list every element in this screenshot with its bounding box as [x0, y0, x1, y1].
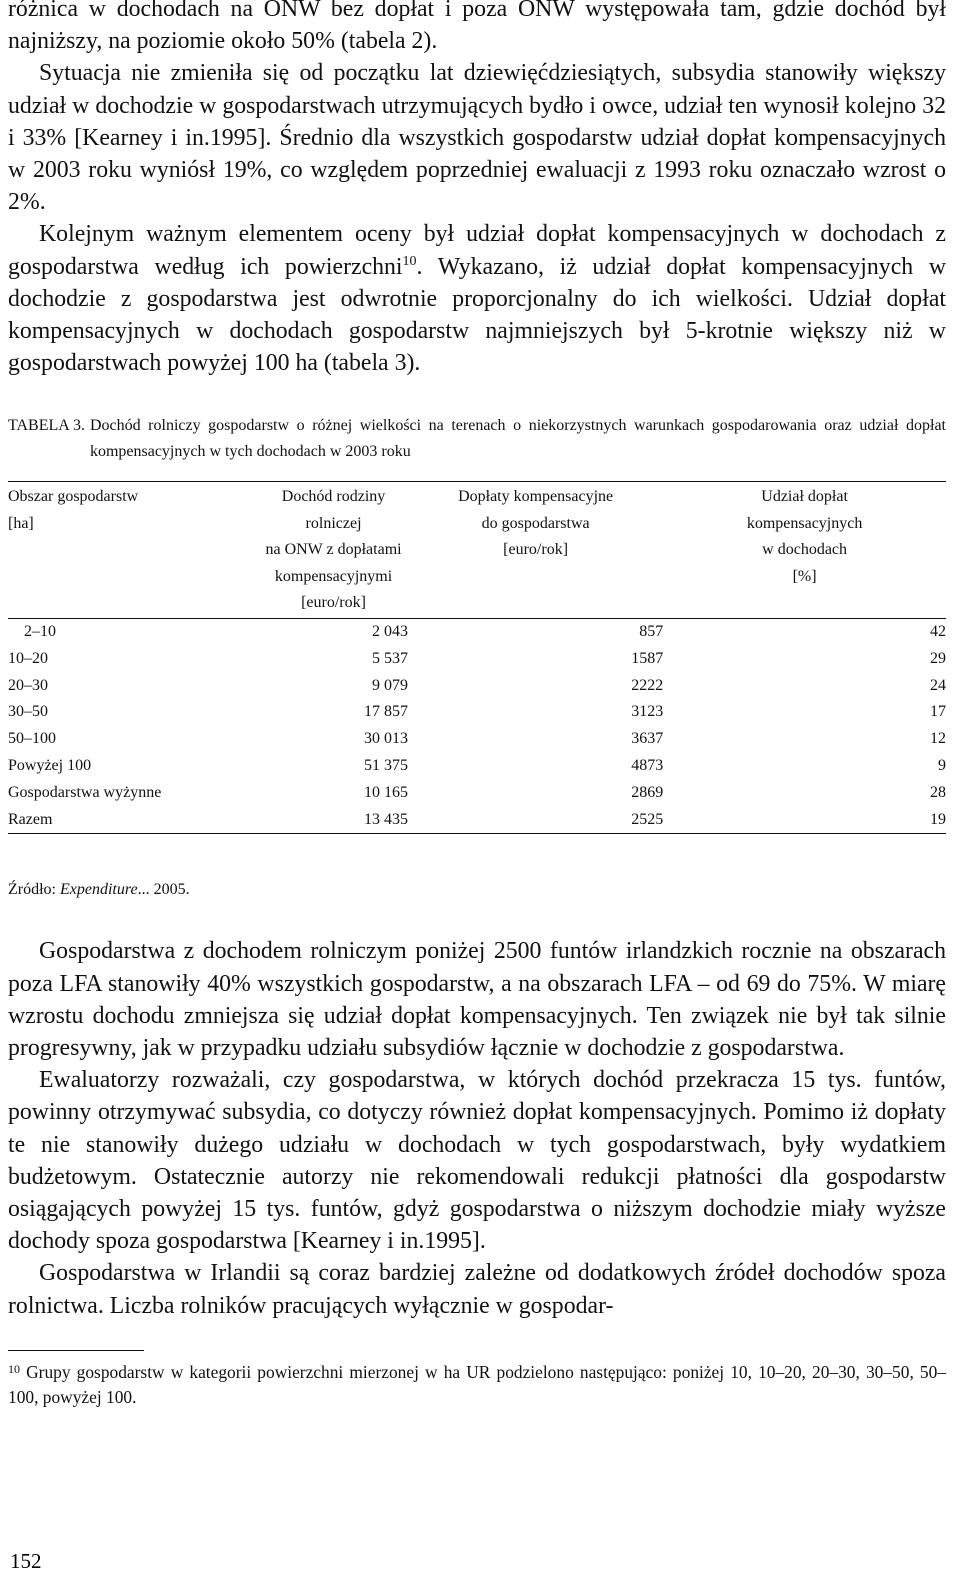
table-row: [8, 618, 946, 645]
paragraph: Ewaluatorzy rozważali, czy gospodarstwa, w których dochód przekracza 15 tys. funtów, powinny otrzymywać subsydia, co dotyczy również dopłat kompensacyjnych. Pomimo iż dopłaty te nie stanowiły dużego udziału w dochodach w tych gospodarstwach, były wydatkiem budżetowym. Ostatecznie autorzy nie rekomendowali redukcji płatności dla gospodarstw osiągających powyżej 15 tys. funtów, gdyż gospodarstwa o niższym dochodzie miały wyższe dochody spoza gospodarstwa [Kearney i in.1995].: [8, 1067, 946, 1255]
cell-area: 50–100: [8, 730, 56, 748]
cell-share: 19: [663, 807, 946, 834]
header-line: [ha]: [8, 514, 34, 532]
paragraph-text: Kolejnym ważnym elementem oceny był udział dopłat kompensacyjnych w dochodach z gospodarstwa według ich powierzchni: [8, 221, 946, 280]
table-row: [8, 726, 946, 753]
cell-income: 2 043: [372, 622, 409, 640]
table-row: [8, 699, 946, 726]
cell-share: 12: [930, 730, 946, 748]
paragraph: Gospodarstwa z dochodem rolniczym poniżej 2500 funtów irlandzkich rocznie na obszarach poza LFA stanowiły 40% wszystkich gospodarstw, a na obszarach LFA – od 69 do 75%. W miarę wzrostu dochodu zmniejsza się udział dopłat kompensacyjnych. Ten związek nie był tak silnie progresywny, jak w przypadku udziału subsydiów łącznie w dochodzie z gospodarstwa.: [8, 938, 946, 1061]
paragraph-text: . Wykazano, iż udział dopłat kompensacyjnych w dochodzie z gospodarstwa jest odwrotnie proporcjonalny do ich wielkości. Udział dopłat kompensacyjnych w dochodach gospodarstw najmniejszych był 5-krotnie większy niż w gospodarstwach powyżej 100 ha (tabela 3).: [8, 253, 947, 377]
header-line: kompensacyjnymi: [274, 567, 393, 585]
cell-share: 28: [930, 783, 946, 801]
table-row: [8, 807, 946, 834]
table-row: [8, 673, 946, 700]
page-number: 152: [10, 1549, 42, 1573]
paragraph-with-footnote: [8, 218, 946, 379]
footnote-reference: 10: [402, 253, 417, 269]
header-line: Udział dopłat: [761, 488, 848, 506]
cell-area: 30–50: [8, 703, 48, 721]
cell-area: 10–20: [8, 649, 48, 667]
footnote-rule: [8, 1350, 144, 1351]
table-source: [8, 878, 946, 902]
paragraph: Sytuacja nie zmieniła się od początku lat dziewięćdziesiątych, subsydia stanowiły większy udział w dochodzie w gospodarstwach utrzymujących bydło i owce, udział ten wynosił kolejno 32 i 33% [Kearney i in.1995]. Średnio dla wszystkich gospodarstw udział dopłat kompensacyjnych w 2003 roku wyniósł 19%, co względem poprzedniej ewaluacji z 1993 roku oznaczało wzrost o 2%.: [8, 60, 946, 216]
cell-area: Powyżej 100: [8, 756, 92, 774]
header-line: [euro/rok]: [503, 541, 569, 559]
header-line: kompensacyjnych: [746, 514, 863, 532]
header-payments: [408, 482, 663, 619]
cell-area: Gospodarstwa wyżynne: [8, 783, 162, 801]
cell-payments: 2222: [631, 676, 664, 694]
body-text-bottom: [8, 935, 946, 1321]
cell-payments: 1587: [631, 649, 664, 667]
source-suffix: ... 2005.: [137, 881, 190, 899]
header-line: w dochodach: [762, 541, 848, 559]
header-line: do gospodarstwa: [481, 514, 590, 532]
cell-income: 51 375: [364, 756, 409, 774]
header-share: [663, 482, 946, 619]
data-table: [8, 481, 946, 834]
header-line: Dopłaty kompensacyjne: [458, 488, 614, 506]
header-line: [euro/rok]: [301, 594, 366, 612]
cell-payments: 3123: [631, 703, 664, 721]
cell-share: 9: [938, 756, 946, 774]
cell-payments: 2869: [631, 783, 664, 801]
cell-income: 30 013: [364, 730, 409, 748]
document-page: [8, 0, 946, 1410]
table-row: [8, 780, 946, 807]
table-row: [8, 753, 946, 780]
header-line: Dochód rodziny rolniczej: [281, 488, 386, 532]
source-prefix: Źródło:: [8, 881, 60, 899]
footnote: [8, 1357, 946, 1410]
table-label: TABELA 3.: [8, 417, 85, 435]
cell-share: 42: [930, 622, 946, 640]
cell-income: 17 857: [364, 703, 409, 721]
cell-area: 2–10: [24, 622, 56, 640]
paragraph: różnica w dochodach na ONW bez dopłat i poza ONW występowała tam, gdzie dochód był najniższy, na poziomie około 50% (tabela 2).: [8, 0, 946, 55]
cell-area: Razem: [8, 807, 259, 834]
cell-share: 29: [930, 649, 946, 667]
header-line: [%]: [792, 567, 817, 585]
cell-income: 5 537: [372, 649, 409, 667]
table-title: Dochód rolniczy gospodarstw o różnej wielkości na terenach o niekorzystnych warunkach gospodarowania oraz udział dopłat kompensacyjnych w tych dochodach w 2003 roku: [89, 417, 946, 461]
header-income: [259, 482, 408, 619]
cell-income: 10 165: [364, 783, 409, 801]
cell-payments: 857: [639, 622, 664, 640]
paragraph: Gospodarstwa w Irlandii są coraz bardziej zależne od dodatkowych źródeł dochodów spoza rolnictwa. Liczba rolników pracujących wyłącznie w gospodar-: [8, 1260, 946, 1319]
cell-income: 13 435: [259, 807, 408, 834]
footnote-text: Grupy gospodarstw w kategorii powierzchni mierzonej w ha UR podzielono następująco: poniżej 10, 10–20, 20–30, 30–50, 50–100, powyżej 100.: [8, 1361, 946, 1407]
cell-area: 20–30: [8, 676, 48, 694]
header-area: [8, 482, 259, 619]
cell-share: 24: [930, 676, 946, 694]
cell-income: 9 079: [372, 676, 409, 694]
table-header-row: [8, 482, 946, 619]
cell-share: 17: [930, 703, 946, 721]
header-line: na ONW z dopłatami: [265, 541, 402, 559]
table-caption: [8, 413, 946, 465]
table-row: [8, 646, 946, 673]
cell-payments: 2525: [408, 807, 663, 834]
body-text-top: [8, 0, 946, 218]
footnote-mark: 10: [8, 1361, 20, 1376]
source-title: Expenditure: [60, 881, 138, 899]
cell-payments: 4873: [631, 756, 664, 774]
table-body: [8, 618, 946, 833]
header-line: Obszar gospodarstw: [8, 488, 139, 506]
cell-payments: 3637: [631, 730, 664, 748]
